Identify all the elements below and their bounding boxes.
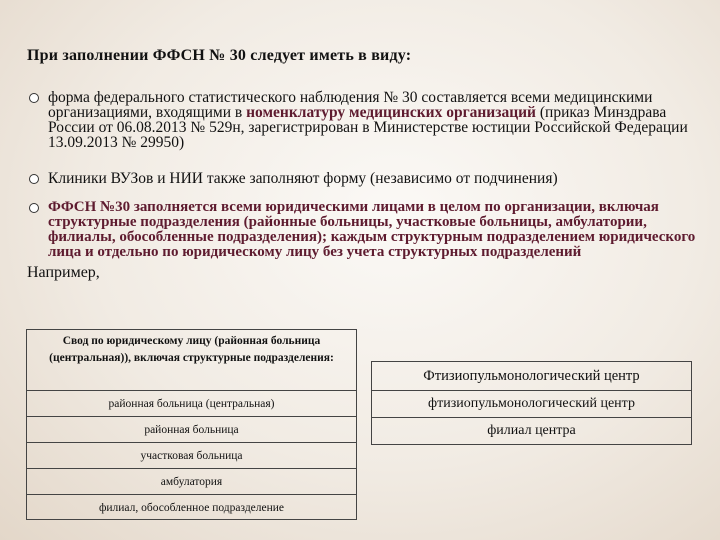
summary-row: районная больница	[27, 416, 356, 442]
phthisio-center-box	[371, 361, 692, 445]
page-heading: При заполнении ФФСН № 30 следует иметь в виду:	[27, 47, 412, 64]
summary-row: филиал, обособленное подразделение	[27, 494, 356, 520]
nomenclature-highlight: номенклатуру медицинских организаций	[246, 104, 536, 121]
bullet-text-part2: (приказ Минздрава России от 06.08.2013 № 529н, зарегистрирован в Министерстве юстиции Российской Федерации 13.09.2013 № 29950)	[48, 104, 688, 151]
bullet-list	[27, 90, 707, 282]
bullet-dot-icon	[29, 203, 39, 213]
bullet-dot-icon	[29, 174, 39, 184]
center-row: фтизиопульмонологический центр	[372, 390, 691, 417]
summary-row: районная больница (центральная)	[27, 390, 356, 416]
bullet-text-clinics: Клиники ВУЗов и НИИ также заполняют форму (независимо от подчинения)	[48, 170, 558, 187]
legal-entity-summary-box	[26, 329, 357, 520]
summary-box-header: Свод по юридическому лицу (районная больница (центральная)), включая структурные подразделения:	[49, 335, 334, 364]
bullet-item-legal-entities	[27, 200, 707, 260]
summary-row: участковая больница	[27, 442, 356, 468]
bullet-text-legal-entities: ФФСН №30 заполняется всеми юридическими лицами в целом по организации, включая структурные подразделения (районные больницы, участковые больницы, амбулатории, филиалы, обособленные подразделения); каждым структурным подразделением юридического лица и отдельно по юридическому лицу без учета структурных подразделений	[48, 199, 696, 260]
example-label: Например,	[27, 264, 100, 281]
bullet-text-part1: форма федерального статистического наблюдения № 30 составляется всеми медицинскими организациями, входящими в	[48, 89, 653, 121]
center-box-header: Фтизиопульмонологический центр	[423, 367, 640, 384]
center-row: филиал центра	[372, 417, 691, 444]
bullet-item-clinics	[27, 171, 707, 186]
bullet-dot-icon	[29, 93, 39, 103]
bullet-item-form	[27, 90, 707, 150]
summary-row: амбулатория	[27, 468, 356, 494]
